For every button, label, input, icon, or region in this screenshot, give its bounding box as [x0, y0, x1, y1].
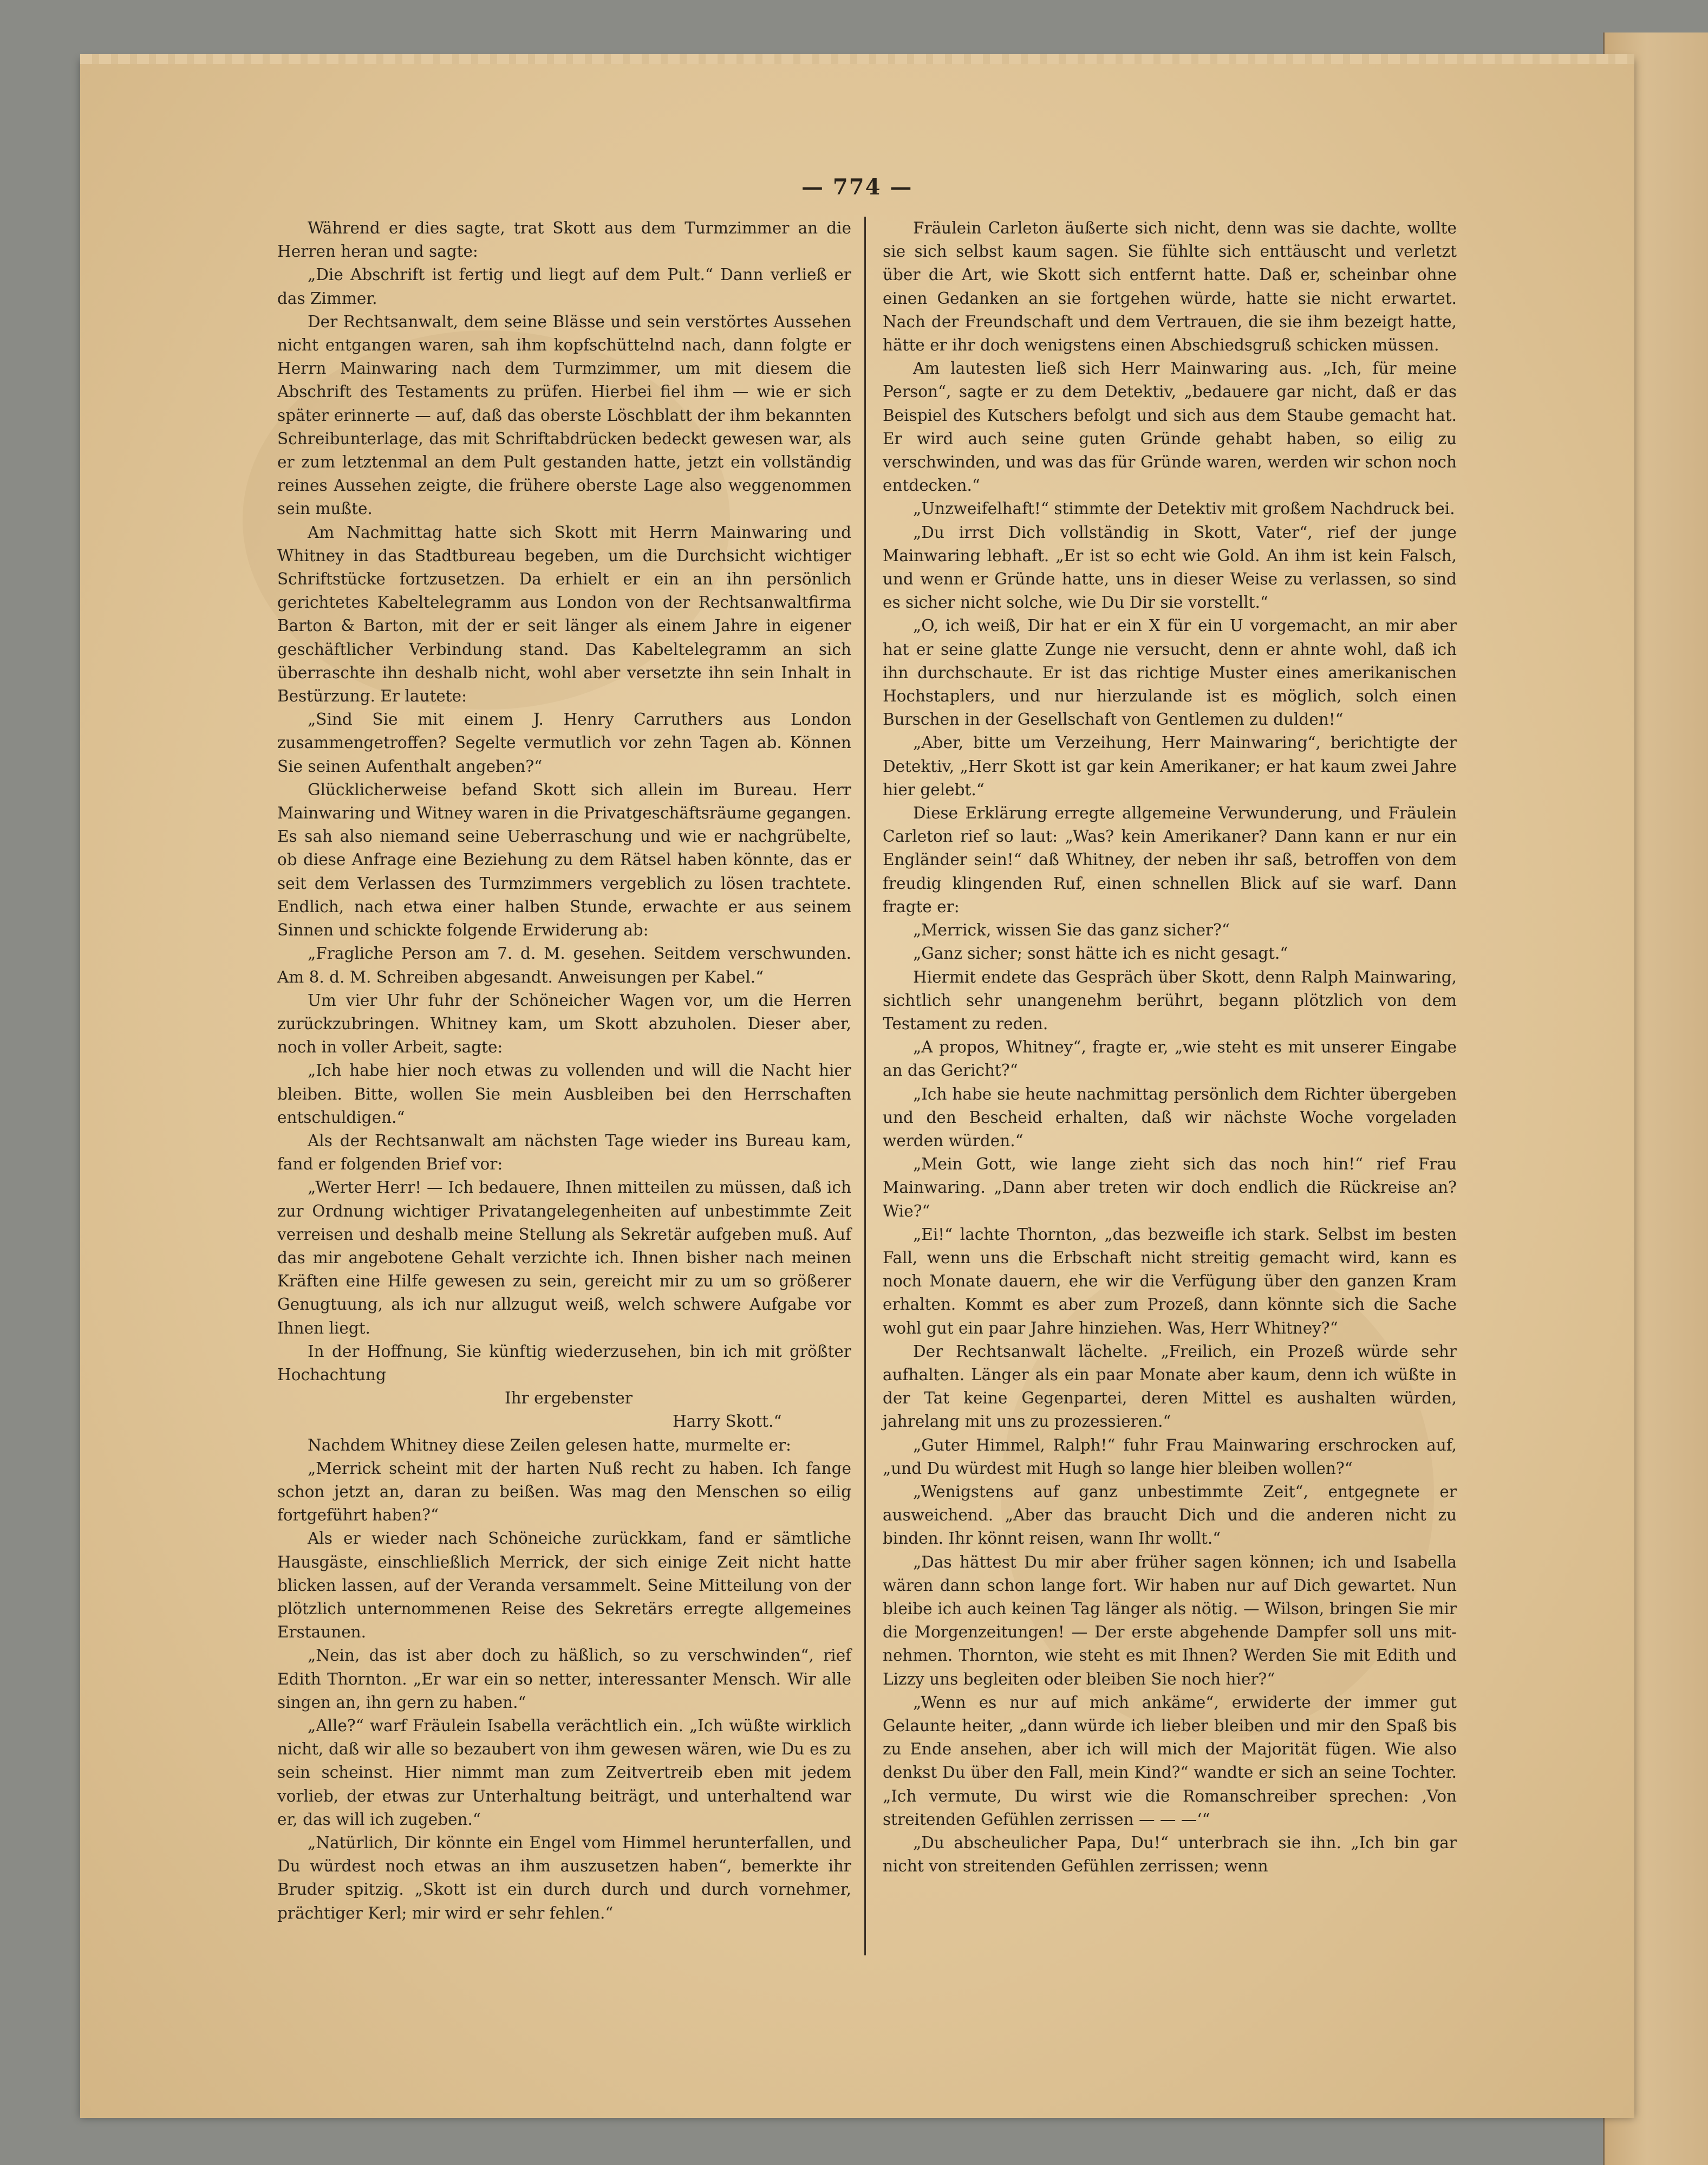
- paragraph: Um vier Uhr fuhr der Schöneicher Wagen vor, um die Herren zurückzubringen. Whitney kam, um Skott abzuholen. Dieser aber, noch in voller Arbeit, sagte:: [277, 991, 851, 1057]
- paragraph: „O, ich weiß, Dir hat er ein X für ein U vorgemacht, an mir aber hat er seine glatte Zunge nie versucht, denn er ahnte wohl, daß ich ihn durchschaute. Er ist das richtige Muster eines amerikanischen Hochstaplers, und nur hierzulande ist es möglich, solch einen Burschen in der Gesellschaft von Gentlemen zu dulden!“: [883, 616, 1457, 729]
- paragraph: Der Rechtsanwalt lächelte. „Freilich, ein Prozeß würde sehr aufhalten. Länger als ein paar Monate aber kaum, denn ich wüßte in der Tat keine Gegenpartei, deren Mittel es aushalten würden, jahrelang mit uns zu prozessieren.“: [883, 1342, 1457, 1431]
- paragraph: „Merrick, wissen Sie das ganz sicher?“: [913, 921, 1230, 940]
- paragraph: „Ich habe hier noch etwas zu vollenden und will die Nacht hier bleiben. Bitte, wollen Sie mein Ausbleiben bei den Herrschaften entschuldigen.“: [277, 1061, 851, 1127]
- paragraph: Glücklicherweise befand Skott sich allein im Bureau. Herr Mainwaring und Witney waren in die Privatgeschäftsräume gegangen. Es sah also niemand seine Ueberraschung und wie er nachgrübelte, ob diese Anfrage eine Beziehung zu dem Rätsel haben könnte, das er seit dem Verlassen des Turmzimmers vergeblich zu lösen trachtete. Endlich, nach etwa einer halben Stunde, erwachte er aus seinem Sinnen und schickte folgende Erwiderung ab:: [277, 780, 851, 940]
- right-column: [883, 217, 1457, 1878]
- paragraph: Der Rechtsanwalt, dem seine Blässe und sein verstörtes Aussehen nicht entgangen waren, sah ihm kopfschüttelnd nach, dann folgte er Herrn Mainwaring nach dem Turmzimmer, um mit diesem die Abschrift des Testaments zu prüfen. Hierbei fiel ihm — wie er sich später erinnerte — auf, daß das oberste Löschblatt der ihm bekannten Schreibunterlage, das mit Schriftabdrücken bedeckt gewesen war, als er zum letztenmal an dem Pult gestanden hatte, jetzt ein vollständig reines Aussehen zeigte, die frühere oberste Lage also weggenommen sein mußte.: [277, 312, 851, 518]
- paragraph: „Du abscheulicher Papa, Du!“ unterbrach sie ihn. „Ich bin gar nicht von streitenden Gefühlen zerrissen; wenn: [883, 1834, 1457, 1876]
- paragraph: Als der Rechtsanwalt am nächsten Tage wieder ins Bureau kam, fand er folgenden Brief vor:: [277, 1131, 851, 1174]
- letter-paragraph: „Werter Herr! — Ich bedauere, Ihnen mitteilen zu müssen, daß ich zur Ordnung wichtiger Privatangelegenheiten auf unbestimmte Zeit verreisen und deshalb meine Stellung als Sekretär aufgeben muß. Auf das mir angebotene Gehalt verzichte ich. Ihnen bisher nach meinen Kräften eine Hilfe gewesen zu sein, gereicht mir zu um so größerer Genugtuung, als ich nur allzugut weiß, welch schwere Aufgabe vor Ihnen liegt.: [277, 1178, 851, 1337]
- paragraph: „Ei!“ lachte Thornton, „das bezweifle ich stark. Selbst im besten Fall, wenn uns die Erbschaft nicht streitig gemacht wird, kann es noch Monate dauern, ehe wir die Verfügung über den ganzen Kram erhalten. Kommt es aber zum Prozeß, dann könnte sich die Sache wohl gut ein paar Jahre hinziehen. Was, Herr Whitney?“: [883, 1225, 1457, 1337]
- paragraph: Hiermit endete das Gespräch über Skott, denn Ralph Mainwaring, sichtlich sehr unangenehm berührt, begann plötzlich von dem Testament zu reden.: [883, 967, 1457, 1033]
- paragraph: „Guter Himmel, Ralph!“ fuhr Frau Mainwaring erschrocken auf, „und Du würdest mit Hugh so lange hier bleiben wollen?“: [883, 1435, 1457, 1478]
- paragraph: Nachdem Whitney diese Zeilen gelesen hatte, murmelte er:: [308, 1435, 791, 1454]
- letter-closing: In der Hoffnung, Sie künftig wiederzusehen, bin ich mit größter Hochachtung: [277, 1342, 851, 1384]
- paragraph: Fräulein Carleton äußerte sich nicht, denn was sie dachte, wollte sie sich selbst kaum sagen. Sie fühlte sich enttäuscht und verletzt über die Art, wie Skott sich entfernt hatte. Daß er, scheinbar ohne einen Gedanken an sie fortgehen würde, hatte sie nicht erwartet. Nach der Freundschaft und dem Vertrauen, die sie ihm bezeigt hatte, hätte er ihr doch wenigstens einen Abschiedsgruß schicken müssen.: [883, 219, 1457, 355]
- paragraph: „Aber, bitte um Verzeihung, Herr Mainwaring“, berichtigte der Detektiv, „Herr Skott ist gar kein Amerikaner; er hat kaum zwei Jahre hier gelebt.“: [883, 733, 1457, 799]
- column-divider: [864, 217, 866, 1955]
- paragraph: „Merrick scheint mit der harten Nuß recht zu haben. Ich fange schon jetzt an, daran zu beißen. Was mag den Menschen so eilig fortgeführt haben?“: [277, 1459, 851, 1525]
- paragraph: „Natürlich, Dir könnte ein Engel vom Himmel herunterfallen, und Du würdest noch etwas an ihm auszusetzen haben“, bemerkte ihr Bruder spitzig. „Skott ist ein durch durch und durch vornehmer, prächtiger Kerl; mir wird er sehr fehlen.“: [277, 1834, 851, 1922]
- paragraph: Am lautesten ließ sich Herr Mainwaring aus. „Ich, für meine Person“, sagte er zu dem Detektiv, „bedauere gar nicht, daß er das Beispiel des Kutschers befolgt und sich aus dem Staube gemacht hat. Er wird auch seine guten Gründe gehabt haben, so eilig zu verschwinden, und was das für Gründe waren, werden wir schon noch entdecken.“: [883, 359, 1457, 495]
- paragraph: „Nein, das ist aber doch zu häßlich, so zu verschwinden“, rief Edith Thornton. „Er war ein so netter, interessanter Mensch. Wir alle singen an, ihn gern zu haben.“: [277, 1646, 851, 1712]
- left-column: [277, 217, 851, 1925]
- paragraph: Am Nachmittag hatte sich Skott mit Herrn Mainwaring und Whitney in das Stadtbureau begeben, um die Durchsicht wichtiger Schriftstücke fortzusetzen. Da erhielt er ein an ihn persönlich gerichtetes Kabeltelegramm aus London von der Rechtsanwaltfirma Barton & Barton, mit der er seit länger als einem Jahre in eigener geschäftlicher Verbindung stand. Das Kabeltelegramm an sich überraschte ihn deshalb nicht, wohl aber versetzte ihn sein Inhalt in Bestürzung. Er lautete:: [277, 523, 851, 706]
- paragraph: „Unzweifelhaft!“ stimmte der Detektiv mit großem Nachdruck bei.: [913, 499, 1455, 518]
- paragraph: „Ganz sicher; sonst hätte ich es nicht gesagt.“: [913, 944, 1288, 963]
- letter-signoff: Ihr ergebenster: [505, 1389, 633, 1408]
- paragraph: „A propos, Whitney“, fragte er, „wie steht es mit unserer Eingabe an das Gericht?“: [883, 1038, 1457, 1080]
- page-number: — 774 —: [801, 174, 913, 200]
- paragraph: „Du irrst Dich vollständig in Skott, Vater“, rief der junge Mainwaring lebhaft. „Er ist so echt wie Gold. An ihm ist kein Falsch, und wenn er Gründe hatte, uns in dieser Weise zu verlassen, so sind es sicher nicht solche, wie Du Dir sie vorstellt.“: [883, 523, 1457, 612]
- paragraph: „Alle?“ warf Fräulein Isabella verächtlich ein. „Ich wüßte wirklich nicht, daß wir alle so bezaubert von ihm gewesen wären, wie Du es zu sein scheinst. Hier nimmt man zum Zeitvertreib eben mit jedem vorlieb, der etwas zur Unterhaltung beiträgt, und unterhaltend war er, das will ich zugeben.“: [277, 1717, 851, 1829]
- letter-signature: Harry Skott.“: [673, 1412, 782, 1431]
- paragraph: „Wenigstens auf ganz unbestimmte Zeit“, entgegnete er ausweichend. „Aber das braucht Dich und die anderen nicht zu binden. Ihr könnt reisen, wann Ihr wollt.“: [883, 1482, 1457, 1548]
- paragraph: „Das hättest Du mir aber früher sagen können; ich und Isabella wären dann schon lange fort. Wir haben nur auf Dich gewartet. Nun bleibe ich auch keinen Tag länger als nötig. — Wilson, bringen Sie mir die Morgenzeitungen! — Der erste abgehende Dampfer soll uns mitnehmen. Thornton, wie steht es mit Ihnen? Werden Sie mit Edith und Lizzy uns begleiten oder bleiben Sie noch hier?“: [883, 1552, 1457, 1688]
- paragraph: „Mein Gott, wie lange zieht sich das noch hin!“ rief Frau Mainwaring. „Dann aber treten wir doch endlich die Rückreise an? Wie?“: [883, 1155, 1457, 1220]
- paragraph: Diese Erklärung erregte allgemeine Verwunderung, und Fräulein Carleton rief so laut: „Was? kein Amerikaner? Dann kann er nur ein Engländer sein!“ daß Whitney, der neben ihr saß, betroffen von dem freudig klingenden Ruf, einen schnellen Blick auf sie warf. Dann fragte er:: [883, 804, 1457, 916]
- paragraph: „Ich habe sie heute nachmittag persönlich dem Richter übergeben und den Bescheid erhalten, daß wir nächste Woche vorgeladen werden würden.“: [883, 1084, 1457, 1150]
- paragraph: Während er dies sagte, trat Skott aus dem Turmzimmer an die Herren heran und sagte:: [277, 219, 851, 261]
- paragraph: „Die Abschrift ist fertig und liegt auf dem Pult.“ Dann verließ er das Zimmer.: [277, 265, 851, 308]
- paragraph: Als er wieder nach Schöneiche zurückkam, fand er sämtliche Hausgäste, einschließlich Merrick, der sich einige Zeit nicht hatte blicken lassen, auf der Veranda versammelt. Seine Mitteilung von der plötzlich unternommenen Reise des Sekretärs erregte allgemeines Erstaunen.: [277, 1529, 851, 1642]
- paragraph: „Sind Sie mit einem J. Henry Carruthers aus London zusammengetroffen? Segelte vermutlich vor zehn Tagen ab. Können Sie seinen Aufenthalt angeben?“: [277, 710, 851, 776]
- paragraph: „Fragliche Person am 7. d. M. gesehen. Seitdem verschwunden. Am 8. d. M. Schreiben abgesandt. Anweisungen per Kabel.“: [277, 944, 851, 986]
- torn-top-edge: [80, 54, 1634, 64]
- paragraph: „Wenn es nur auf mich ankäme“, erwiderte der immer gut Gelaunte heiter, „dann würde ich lieber bleiben und mir den Spaß bis zu Ende ansehen, aber ich will mich der Majorität fügen. Wie also denkst Du über den Fall, mein Kind?“ wandte er sich an seine Tochter. „Ich vermute, Du wirst wie die Romanschreiber sprechen: ‚Von streitenden Gefühlen zerrissen — — —‘“: [883, 1693, 1457, 1829]
